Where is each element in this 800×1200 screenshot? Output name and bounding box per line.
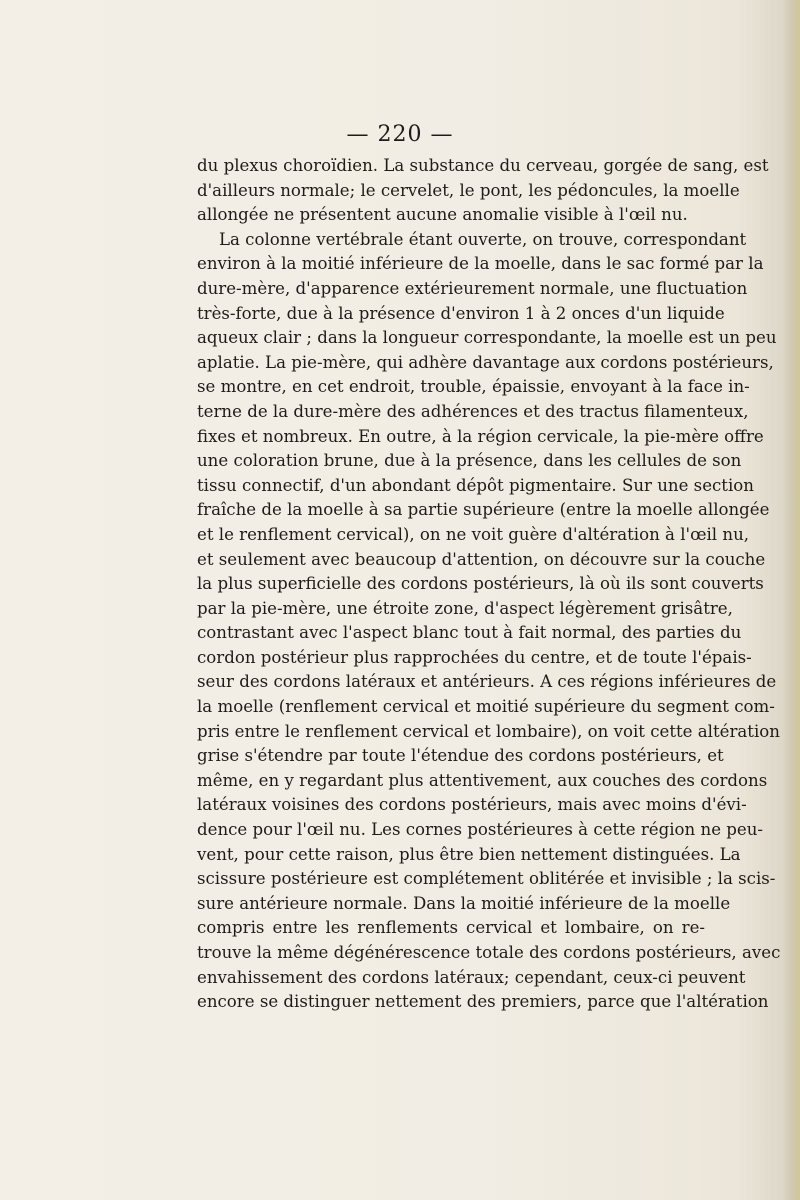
- text-line: fixes et nombreux. En outre, à la région cervicale, la pie-mère offre: [197, 426, 764, 446]
- text-line: pris entre le renflement cervical et lombaire), on voit cette altération: [197, 721, 780, 741]
- text-line: dure-mère, d'apparence extérieurement normale, une fluctuation: [197, 278, 748, 298]
- text-line: d'ailleurs normale; le cervelet, le pont, les pédoncules, la moelle: [197, 180, 740, 200]
- text-line: encore se distinguer nettement des premiers, parce que l'altération: [197, 992, 769, 1012]
- text-line: latéraux voisines des cordons postérieurs, mais avec moins d'évi-: [197, 795, 747, 815]
- text-line: La colonne vertébrale étant ouverte, on trouve, correspondant: [219, 229, 747, 249]
- text-line: trouve la même dégénérescence totale des cordons postérieurs, avec: [197, 943, 781, 962]
- text-line: dence pour l'œil nu. Les cornes postérieures à cette région ne peu-: [197, 820, 764, 840]
- page-number: — 220 —: [346, 122, 454, 147]
- text-line: même, en y regardant plus attentivement, aux couches des cordons: [197, 770, 768, 790]
- text-line: la plus superficielle des cordons postérieurs, là où ils sont couverts: [197, 574, 764, 594]
- text-line: cordon postérieur plus rapprochées du centre, et de toute l'épais-: [197, 647, 752, 667]
- text-line: seur des cordons latéraux et antérieurs. A ces régions inférieures de: [197, 672, 777, 692]
- text-line: contrastant avec l'aspect blanc tout à fait normal, des parties du: [197, 623, 742, 643]
- body-text: [197, 154, 781, 1015]
- text-line: environ à la moitié inférieure de la moelle, dans le sac formé par la: [197, 254, 764, 274]
- text-line: se montre, en cet endroit, trouble, épaissie, envoyant à la face in-: [197, 377, 750, 397]
- text-line: aplatie. La pie-mère, qui adhère davantage aux cordons postérieurs,: [197, 352, 774, 372]
- page-edge: [782, 0, 800, 1200]
- text-line: vent, pour cette raison, plus être bien nettement distinguées. La: [197, 844, 741, 864]
- text-line: et seulement avec beaucoup d'attention, on découvre sur la couche: [197, 549, 766, 569]
- text-line: envahissement des cordons latéraux; cependant, ceux-ci peuvent: [197, 967, 746, 987]
- text-line: une coloration brune, due à la présence, dans les cellules de son: [197, 451, 742, 471]
- text-line: terne de la dure-mère des adhérences et des tractus filamenteux,: [197, 401, 749, 421]
- text-line: compris entre les renflements cervical et lombaire, on re-: [197, 918, 705, 938]
- text-line: et le renflement cervical), on ne voit guère d'altération à l'œil nu,: [197, 524, 750, 544]
- text-line: grise s'étendre par toute l'étendue des cordons postérieurs, et: [197, 746, 724, 766]
- text-line: allongée ne présentent aucune anomalie visible à l'œil nu.: [197, 205, 688, 225]
- text-line: du plexus choroïdien. La substance du cerveau, gorgée de sang, est: [197, 156, 769, 175]
- text-line: aqueux clair ; dans la longueur correspondante, la moelle est un peu: [197, 328, 777, 348]
- text-line: scissure postérieure est complétement oblitérée et invisible ; la scis-: [197, 869, 776, 889]
- text-line: très-forte, due à la présence d'environ 1 à 2 onces d'un liquide: [197, 303, 725, 323]
- text-line: la moelle (renflement cervical et moitié supérieure du segment com-: [197, 697, 775, 717]
- text-line: sure antérieure normale. Dans la moitié inférieure de la moelle: [197, 893, 731, 913]
- text-line: fraîche de la moelle à sa partie supérieure (entre la moelle allongée: [197, 500, 770, 520]
- text-line: tissu connectif, d'un abondant dépôt pigmentaire. Sur une section: [197, 475, 754, 495]
- text-line: par la pie-mère, une étroite zone, d'aspect légèrement grisâtre,: [197, 598, 733, 618]
